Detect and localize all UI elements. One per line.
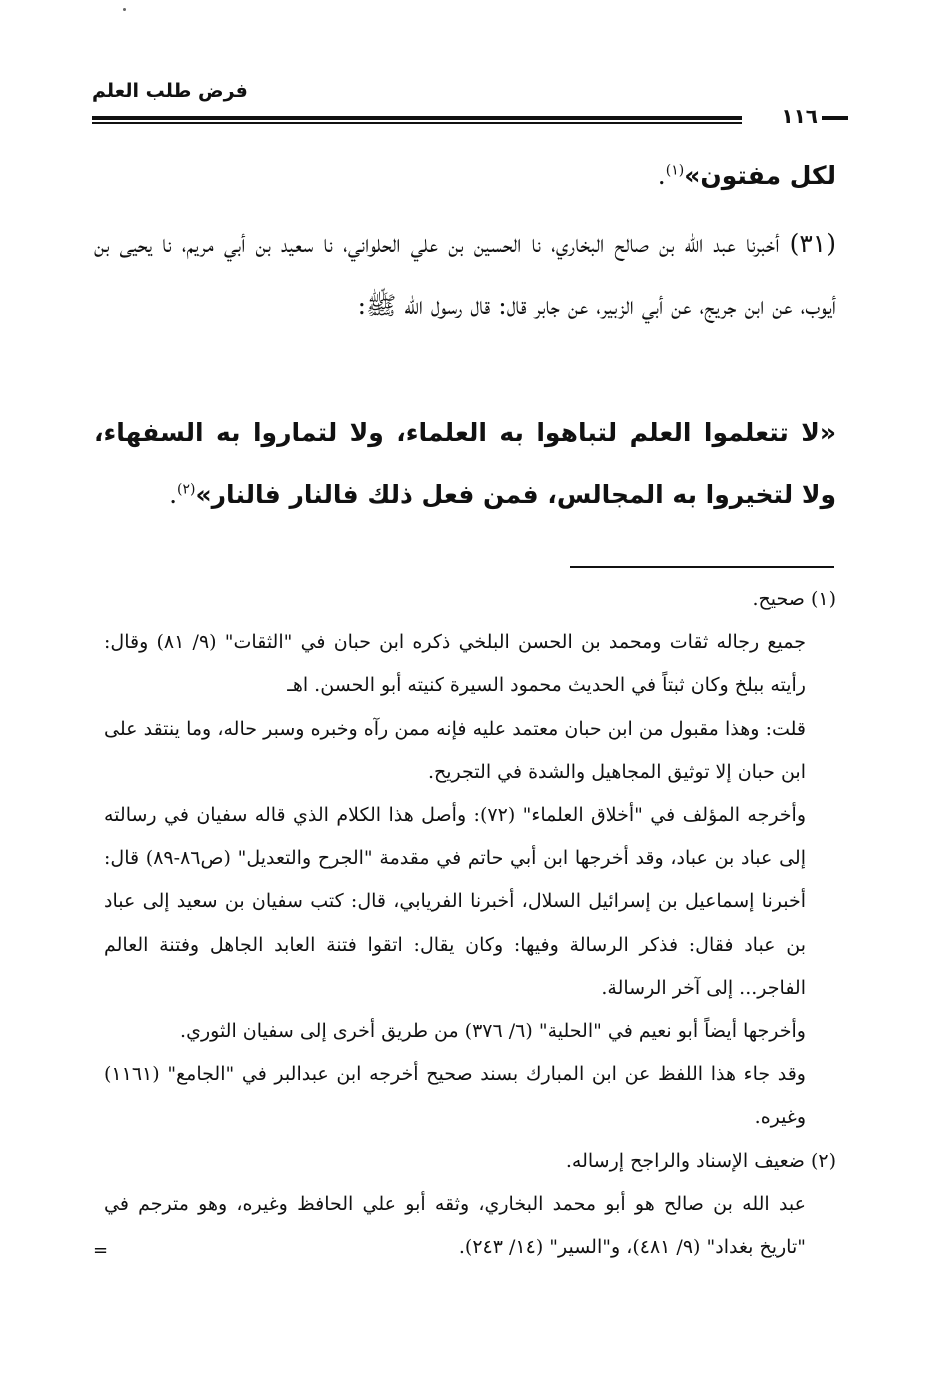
scan-speck <box>123 8 126 11</box>
footnote-1-line: وقد جاء هذا اللفظ عن ابن المبارك بسند صحيح أخرجه ابن عبدالبر في "الجامع" (١١٦١) وغيره. <box>104 1063 806 1129</box>
page-number-dash <box>822 116 848 120</box>
continuation-text: لكل مفتون» <box>684 161 836 190</box>
footnotes <box>104 578 836 1269</box>
header-rule-thick <box>92 116 742 120</box>
footnote-separator <box>570 566 834 568</box>
page-number: ١١٦ <box>781 104 818 128</box>
footnote-1-line: جميع رجاله ثقات ومحمد بن الحسن البلخي ذكره ابن حبان في "الثقات" (٩/ ٨١) وقال: رأيته ببلخ وكان ثبتاً في الحديث محمود السيرة كنيته أبو الحسن. اهـ <box>104 631 806 697</box>
isnad-paragraph: (٣١) أخبرنا عبد الله بن صالح البخاري، نا الحسين بن علي الحلواني، نا سعيد بن أبي مريم، نا يحيى بن أيوب، عن ابن جريج، عن أبي الزبير، عن جابر قال: قال رسول الله ﷺ: <box>94 229 836 320</box>
footnote-2-line: عبد الله بن صالح هو أبو محمد البخاري، وثقه أبو علي الحافظ وغيره، وهو مترجم في "تاريخ بغداد" (٩/ ٤٨١)، و"السير" (١٤/ ٢٤٣). <box>104 1192 806 1259</box>
footnote-ref-1: (١) <box>665 162 685 179</box>
footnote-1-line: وأخرجه المؤلف في "أخلاق العلماء" (٧٢): وأصل هذا الكلام الذي قاله سفيان في رسالته إلى عباد بن عباد، وقد أخرجها ابن أبي حاتم في مقدمة "الجرح والتعديل" (ص٨٦-٨٩) قال: أخبرنا إسماعيل بن إسرائيل السلال، أخبرنا الفريابي، قال: كتب سفيان بن سعيد إلى عباد بن عباد فقال: فذكر الرسالة وفيها: وكان يقال: اتقوا فتنة العابد الجاهل وفتنة العالم الفاجر... إلى آخر الرسالة. <box>104 804 807 999</box>
running-title: فرض طلب العلم <box>92 80 248 102</box>
footnote-1-label: (١) صحيح. <box>752 588 836 610</box>
footnote-ref-2: (٢) <box>177 481 196 498</box>
continuation-mark: = <box>93 1240 109 1261</box>
period: . <box>657 161 666 190</box>
footnote-2-label: (٢) ضعيف الإسناد والراجح إرساله. <box>565 1149 836 1172</box>
footnote-1-line: وأخرجها أيضاً أبو نعيم في "الحلية" (٦/ ٣٧٦) من طريق أخرى إلى سفيان الثوري. <box>180 1020 806 1043</box>
hadith-text: «لا تتعلموا العلم لتباهوا به العلماء، ولا لتماروا به السفهاء، ولا لتخيروا به المجالس، فمن فعل ذلك فالنار فالنار» <box>94 418 836 509</box>
header-rule-thin <box>92 122 742 124</box>
hadith-paragraph <box>94 402 836 526</box>
period: . <box>169 480 178 509</box>
continuation-line <box>94 145 836 207</box>
footnote-1-line: قلت: وهذا مقبول من ابن حبان معتمد عليه فإنه ممن رآه وخبره وسبر حاله، وما ينتقد على ابن حبان إلا توثيق المجاهيل والشدة في التجريح. <box>104 717 806 783</box>
